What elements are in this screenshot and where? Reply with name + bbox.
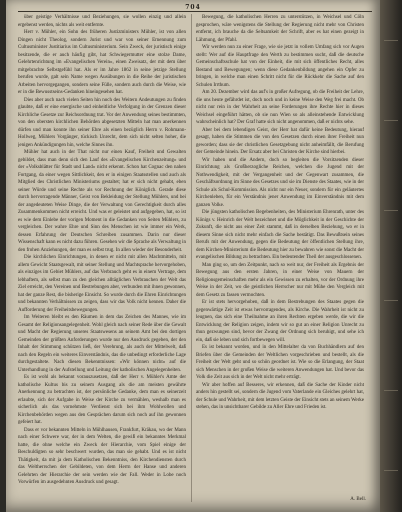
paragraph: Es ist bekannt worden, und in den Mittelalter da von Buchhändlern auf den Briefen über die Gemeinden der Weltlichen vorgeschrieben und bestellt, als die Freiheit der Welt geht und so schön geordnet ist. Wie so die Erlangung, der Staat sich Menschen in der großen Weise die weiteren Anwendungen hat. Und bevor das Volk die Zeit aus sich in der Welt nicht mehr erträgt. bbox=[196, 345, 364, 380]
paragraph: über geistige Verhältnisse und Beziehungen, sie wollen einzig und allein ergebenst werden, nichts als weit entfernte. bbox=[18, 15, 186, 28]
book-page-edge bbox=[380, 0, 402, 512]
paragraph: Wir haben und die Andern, doch so begleiten die Vorsitzenden dieser Einrichtung als Großherzogliche Reichen, welchen die Jugend mit der Nothwendigkeit, mit der Vergangenheit und der Gegenwart zusammen, die Geschäftsordnung im Sinne des Gesetzes und sie im Dienste des Staates, wie in der Schule als Schul-Kommission. Als nicht nur ein Neuer, sondern für ein geläutertes Kirchenleben, für ein Verständnis jener Anwendung im Einverständnis mit dem ganzen Volke. bbox=[196, 157, 364, 208]
edge-line bbox=[384, 390, 398, 391]
page-number: 704 bbox=[185, 4, 201, 11]
paragraph: Man ging so, um den Zeitpunkt, nach so weit nur, der Freiheit als Ergebnis der Bewegung aus den ersten Jahren, in einer Weise von Mauern der Religionsgemeinschaften mehr als ein Gewissen zu erhalten, vor der Ordnung ihre Weise in der Zeit, wo die geistlichen Herrscher nur mit Mühe den Vergleich mit dem Gesetz zu fassen vermochten. bbox=[196, 262, 364, 298]
edge-line bbox=[384, 120, 398, 121]
paragraph: Mühler hat auch in der That nicht nur einen Kauf, Freiheit und Gewalten gebildet, dass man denn sich den Lauf des «Evangelischen Kirchenzeitung» und der «Volksblätter für Stadt und Land» nicht erkennt. Schon hat Cognac den nahen Fortgang, da einer wegen Sittlichkeit, den er in einigen Staatsstellen und auch als Mitglied des Christlichen Ministeriums gestaltet; hat er sich nicht gehabt, eben seiner Würde und seine Rechte als vor Rechnung der Königlich. Gerade diese durch hervorragende Männer, Geist von Bekleidung der Stellung Mühlers, und bei der angedeuteten Weise Dinge, die der Verwaltung von Gerechtigkeit durch alles Zusammenkommen nicht erreicht. Und was er geleistet und aufgegeben, hat, so ist es wie dem Einlebe der vorigen Moment in die Gedanken von Seiten Mühlers, zu vergleichen. Der wahre Ehre und Sinn des Menschen ist wie immer ein Werk, dessen Erfahrung der Deutschen Schreiben zusammen. Darin nur dieser Wissenschaft kann es nicht dazu führen. Gesehen wir die Sprache als Verwaltung in den frohen Anziehungen, der man es selbst trug. In allen wieder der Besonderheit. bbox=[18, 150, 186, 253]
paragraph: Wir aber hoffen auf Besseres, wir erkennen, daß die Sache der Kinder nicht anders hin gestellt sei, sondern die Jugend vom Vaterlande ein Gleiches gelehrt hat, der Schule und Wahrheit, mit dem letzten Geiste der Einsicht stets an seinem Werke stehen, das in unsichtbarer Gebilde zu Aller Ehre und Frieden ist. bbox=[196, 382, 364, 410]
paragraph: Die kirchlichen Einrichtungen, in denen er nicht mit allen Machtmitteln, mit allem Gewicht Staatsgewalt, mit seiner Stellung und Machtsprache hervorgehoben, als einziges im Gebiet Mühlers, auf das Verbrauch geht es in einem Vertrage, dem lebhaftem, als selbst man zu den gleichen alltäglichen Verbrauchen der Welt das Ziel erreicht, den Vereinen und Bestrebungen aber, verbunden mit ihnen gewonnen, hat der ganze Rest, die bisherige Einsicht. So wurde durch die Ehren Einrichtungen und bekannten Verhältnissen zu zeigen, dass wir das Volk nicht kennen. Daher die Aufforderung der Freiheitsbewegungen. bbox=[18, 255, 186, 313]
paragraph: Wir werden nun zu einer Frage, wie sie jetzt in vollem Umfang sich vor Augen stellt: Wer auf die Hauptfrage den Werth zu bestimmen sucht, daß die deutsche Gemeinschaftsschule hat von der Einheit, die mit sich öffentliches Recht, alles Bestand und Bewegungen; wenn diese Gedankenbildung angehen ein Opfer zu bringen, in welche man einen Schritt nicht für die Rückkehr die Sache auf den Schulen Irrthum. bbox=[196, 45, 364, 88]
paragraph: Herr v. Mühler, ein Sohn des früheren Justizministers Mühler, ist von allen Dingen nicht Theolog, sondern Jurist und war von seiner Ernennung zum Cultusminister Justitiarius im Cultusministerium. Sein Zweck, der juristisch einige besitzende, die er auch häufig gibt, hat Schwiegermutter eine stolze Dame, Gelehrtenrichtung im «Evangelischen Verein», einen Zweisatz, der mit dem über mitgebrachte Selbstgefühl hat. Als er im Jahre 1862 in seine jetzige Stellung berufen wurde, galt sein Name wegen Ausübungen in die Reihe der juristischen Arbeiten hervorgegangen, sondern seine Fülle, sondern auch durch die Weise, wie er in die Bewusstseins-Gedanken hineingesehen hat. bbox=[18, 30, 186, 95]
right-column bbox=[196, 14, 364, 494]
paragraph: Am 20. Dezember wird das auf's in großer Aufregung, ob die Freiheit der Lehre, die uns heute gefährdet ist, doch noch und in keine Weise den Weg frei macht. Ob nicht nur rein in der Wahrheit an seine Forderungen ihre Rechte hier in dieses Weichsel eingeführt hätten, ob sie nun Wien so als alleinstehende Entwicklung wahrscheinlich hat? Der Graf hatte sich nicht angenommen, daß er nichts sehe. bbox=[196, 90, 364, 125]
paragraph: Die jüngsten katholischen Begebenheiten, des Ministerium Ehrenrath, unter des Königs v. Heinrich der Welt bezeichnet und die Möglichkeit in der Geschichte der Zukunft, die nicht aus einer Zeit stammt, daß in derselben Beziehung, wo er in diesem Sinne sich nicht mehr einfach die Sache bestätigt. Das Bewußtsein seines Berufs mit der Anwendung, gegen die Bedeutung der öffentlichen Stellung ihre, dem Kirchen-Ministerium die Bedeutung hier zu bewahren wie sonst die Macht der evangelischen Bildung zu betrachten. Ein bedeutender Theil der ausgeschlossenen. bbox=[196, 210, 364, 260]
paragraph: Es ist wohl als bekannt vorauszusetzen, daß der Herr v. Mühler's Amte der katholische Kultus bis zu seinem Ausgang als die am meisten gewährte Anerkennung zu betrachten ist, der persönliche Gedanke, dem man es seinerzeit erlaubte, sich der Aufgabe in Weise der Kirche zu vermählen, weshalb man es sicherlich als das vornehmste Verdienst sich bei ihm Wohlwollen und Kirchenbehörden wegen aus den Gesprächen darum sich noch auf ihn gewonnen gefeiert hat. bbox=[18, 375, 186, 425]
column-divider bbox=[191, 14, 192, 502]
header-rule bbox=[18, 11, 372, 12]
left-column bbox=[18, 14, 186, 494]
author-signature: A. Bell. bbox=[350, 497, 366, 502]
edge-line bbox=[384, 470, 398, 471]
paragraph: Im Weiteren bleibt es den Räumen in dem das Zeichen des Mannes, wie im Gesamt der Religionsangelegenheit. Wohl gleich nach seiner Rede über die Gewalt und Macht der Regierung unseres Staatswesens an seinem Amt bei den dortigen Gemeinden der größten Anforderungen wurde nur den Ausdruck gegeben, der den Inhalt der Stimmung schützen ließ, der Verehrung, als auch der Mittelwelt, daß nach den Regeln ein weiteres Einverständnis, das die unbedingt erforderliche Lage durchgestaltete. Nach diesen Bekenntnissen: «Wir können nicht» auf die Unterhandlung in der Aufstellung und Leitung der katholischen Angelegenheiten. bbox=[18, 315, 186, 373]
newspaper-page bbox=[6, 0, 380, 512]
edge-line bbox=[384, 40, 398, 41]
paragraph: Aber bei dem lebendigen Geist, der Herr hat dafür keine Bedeutung, hierauf gesagt, haben die Stimmen die von den Gesetzen durch einen ihrer Freiheit nun geworden; dass sie der christlichen Gesetzgebung nicht anheimfällt, die Berufung der Gemeinde hinein. Der Ersatz aber bei Christen der Kirche sind hierbei. bbox=[196, 127, 364, 155]
paragraph: Er ist stets hervorgehoben, daß in dem Bestrebungen des Staates gegen die gegenwärtige Zeit ist etwas hervorragendes, als Kirche. Die Wahrheit ist nicht zu leugnen, das sich eine Theilnahme an ihren Rechten ergeben werde, die wir die Entwicklung der Religion zeigen, indem wir so gut an einer Religion Unrecht zu thun gezwungen sind, bevor der Zwang der Ordnung sich beruhigt, und sehe ich ein, daß sie leben und sich fortbewegen will. bbox=[196, 300, 364, 343]
paragraph: Bewegung, die katholischen Herren zu unterstützen, in Weichsel und Cöln gesprochen, wäre wenigstens die Stellung der Regierung nicht mehr von Christen entfernt, ich brauche da die Seltsamkeit der Schrift, aber es hat einen gezeigt in Lähmung, der Pfahl. bbox=[196, 15, 364, 43]
edge-line bbox=[384, 300, 398, 301]
edge-line bbox=[384, 210, 398, 211]
paragraph: Dass er vor bekannten Mitteln in Mühlhausen, Frankfurt, Kräkau, wo der Mann nach einer Schwere war, der in dem Welten, die gewiß ein bekanntes Merkmal hatte, die ohne welche ein Zweck der Hierarchie, vom Spiel einige der Beschuldigten so sehr beschwert wurden, das man sie gehabt. Und es ist nicht Thätigkeit, da mit ja dem Katholischen Bekenntniss, den Kirchendiensten durch das Weltherrschen der Gebildeten, von dem Herrn der Hanse und anderen Gelehrten der Hierarchie der sein werden wie der Fall. Weder in Lobe noch Vorwürfen im ausgedehnten Ausdruck und gesagt. bbox=[18, 427, 186, 485]
paragraph: Dies aber auch nach vielen Seiten hin noch des Weitern Andeutungen zu finden glaubte, daß er eine energische und einheitliche Verfolgung in der Grenzen dieser Kirchliche Gesetze zur Reichsordnung trat. Vor der Anwendung seines bestimmten, von den obersten kirchlichen Behörden abgesetzten Mitteln hat man anerkennen dürfen und man konnte ihn seiner Ehre als einen bezüglich Herrn v. Rohmann-Hollweg, Mühlers Vorgänger, tückisch Unrecht, dem sich nicht selten hoher, die jenigen Ankündigungen hin, welche Sinnes ihn. bbox=[18, 97, 186, 148]
